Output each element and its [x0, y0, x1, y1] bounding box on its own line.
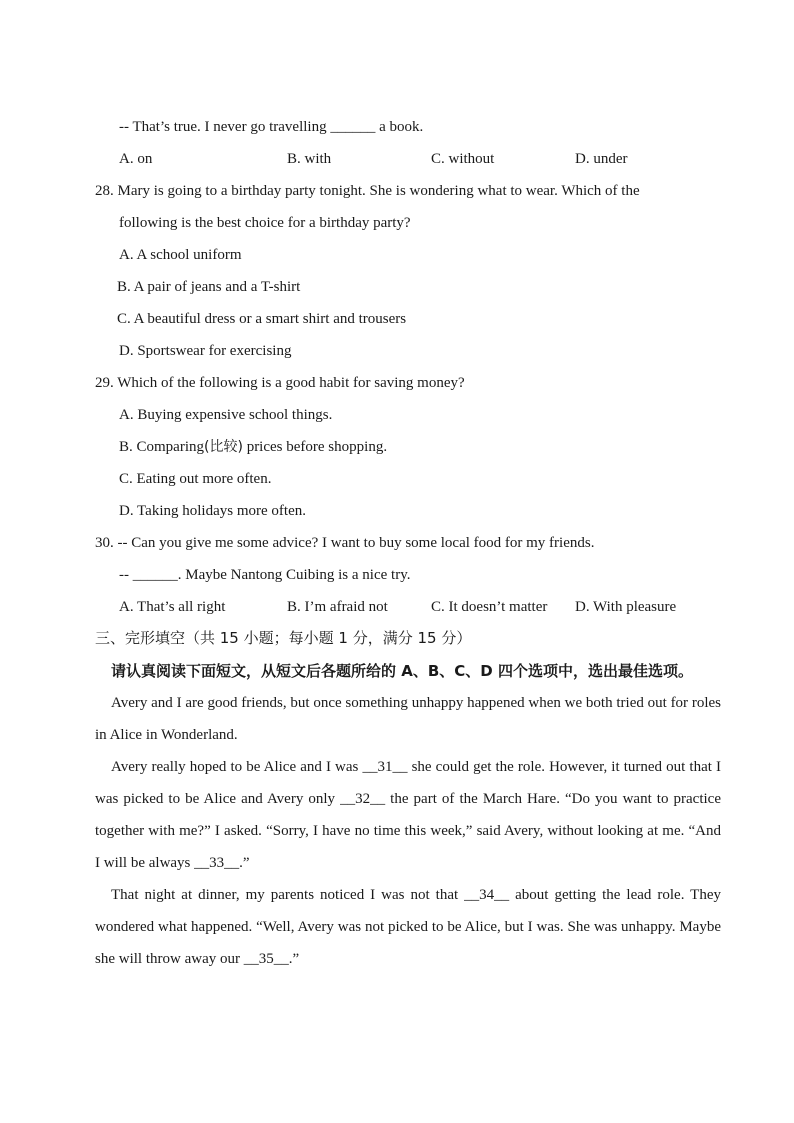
q28-option-b: B. A pair of jeans and a T-shirt	[117, 279, 301, 295]
passage-paragraph-3-text: That night at dinner, my parents noticed I was not that __34__ about getting the lead role. They wondered what happened. “Well, Avery was not picked to be Alice, but I was. She was unhappy. Maybe she will throw away our __35__.”	[95, 887, 721, 967]
q29-option-b-gloss: (比较)	[204, 439, 243, 455]
q28-stem-line1: 28. Mary is going to a birthday party tonight. She is wondering what to wear. Which of the	[95, 183, 640, 199]
q27-option-c: C. without	[431, 151, 495, 167]
passage-paragraph-3	[95, 879, 721, 975]
q29-stem: 29. Which of the following is a good habit for saving money?	[95, 375, 465, 391]
q29-option-b-rest: prices before shopping.	[242, 439, 388, 455]
q28-stem-line2: following is the best choice for a birthday party?	[119, 215, 411, 231]
q30-stem-line1: 30. -- Can you give me some advice? I want to buy some local food for my friends.	[95, 535, 595, 551]
q28-option-a: A. A school uniform	[119, 247, 242, 263]
q27-option-b: B. with	[287, 151, 332, 167]
q30-option-d: D. With pleasure	[575, 599, 677, 615]
q30-option-a: A. That’s all right	[119, 599, 226, 615]
q29-option-b-text: B. Comparing	[119, 439, 204, 455]
passage-paragraph-2-text: Avery really hoped to be Alice and I was __31__ she could get the role. However, it turned out that I was picked to be Alice and Avery only __32__ the part of the March Hare. “Do you want to practice together with me?” I asked. “Sorry, I have no time this week,” said Avery, without looking at me. “And I will be always __33__.”	[95, 759, 721, 871]
q27-option-a: A. on	[119, 151, 153, 167]
q28-option-d: D. Sportswear for exercising	[119, 343, 292, 359]
q29-option-a: A. Buying expensive school things.	[119, 407, 333, 423]
q30-stem-line2: -- ______. Maybe Nantong Cuibing is a nice try.	[119, 567, 411, 583]
passage-paragraph-2	[95, 751, 721, 879]
q29-option-d: D. Taking holidays more often.	[119, 503, 306, 519]
q27-answer-line: -- That’s true. I never go travelling ______ a book.	[119, 119, 424, 135]
passage-paragraph-1-text: Avery and I are good friends, but once something unhappy happened when we both tried out for roles in Alice in Wonderland.	[95, 695, 721, 743]
section-instruction: 请认真阅读下面短文，从短文后各题所给的 A、B、C、D 四个选项中，选出最佳选项。	[111, 662, 693, 680]
passage-paragraph-1	[95, 687, 721, 751]
q30-option-b: B. I’m afraid not	[287, 599, 388, 615]
q30-option-c: C. It doesn’t matter	[431, 599, 548, 615]
q29-option-c: C. Eating out more often.	[119, 471, 272, 487]
q27-option-d: D. under	[575, 151, 628, 167]
q29-option-b	[119, 437, 387, 457]
section-heading: 三、完形填空（共 15 小题；每小题 1 分，满分 15 分）	[95, 629, 472, 647]
q28-option-c: C. A beautiful dress or a smart shirt and trousers	[117, 311, 407, 327]
